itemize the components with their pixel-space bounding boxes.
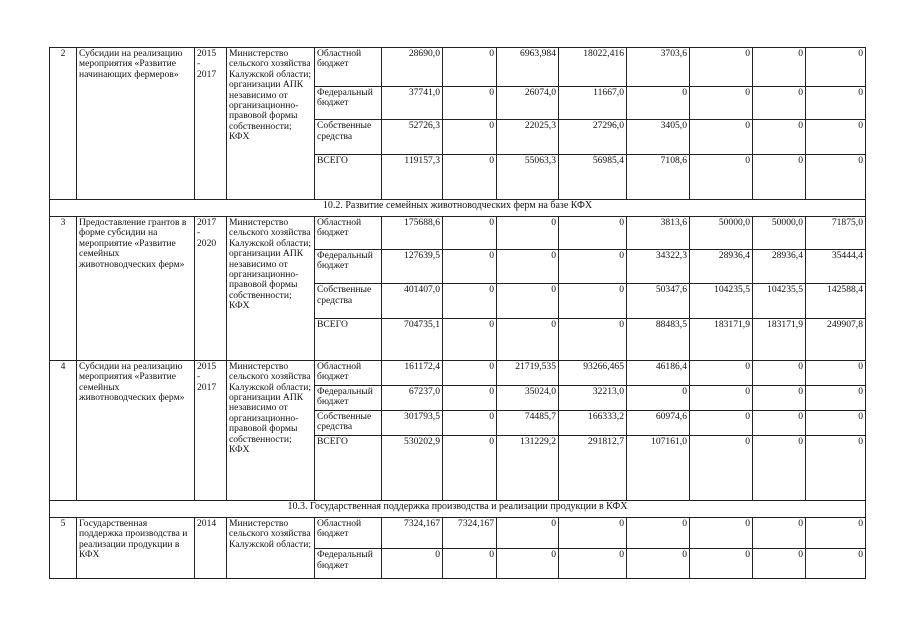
funding-source: ВСЕГО bbox=[315, 318, 382, 360]
value-cell: 142588,4 bbox=[806, 284, 866, 319]
value-cell: 0 bbox=[497, 517, 559, 549]
value-cell: 0 bbox=[443, 217, 497, 250]
value-cell: 183171,9 bbox=[690, 318, 753, 360]
value-cell: 0 bbox=[753, 360, 806, 385]
value-cell: 0 bbox=[627, 549, 690, 579]
value-cell: 0 bbox=[690, 48, 753, 87]
value-cell: 28690,0 bbox=[382, 48, 443, 87]
value-cell: 0 bbox=[690, 549, 753, 579]
funding-source: Областной бюджет bbox=[315, 48, 382, 87]
value-cell: 166333,2 bbox=[559, 411, 627, 436]
value-cell: 161172,4 bbox=[382, 360, 443, 385]
year-line: - bbox=[197, 227, 201, 239]
funding-source: Областной бюджет bbox=[315, 217, 382, 250]
value-cell: 26074,0 bbox=[497, 86, 559, 120]
value-cell: 6963,984 bbox=[497, 48, 559, 87]
program-number: 5 bbox=[50, 517, 77, 578]
table-row bbox=[50, 360, 866, 385]
value-cell: 0 bbox=[753, 385, 806, 410]
value-cell: 0 bbox=[690, 517, 753, 549]
value-cell: 46186,4 bbox=[627, 360, 690, 385]
value-cell: 0 bbox=[443, 549, 497, 579]
value-cell: 0 bbox=[443, 318, 497, 360]
value-cell: 93266,465 bbox=[559, 360, 627, 385]
value-cell: 0 bbox=[806, 48, 866, 87]
program-name: Субсидии на реализацию мероприятия «Развитие начинающих фермеров» bbox=[77, 48, 195, 200]
year-line: 2020 bbox=[197, 237, 217, 249]
value-cell: 0 bbox=[753, 86, 806, 120]
value-cell: 0 bbox=[497, 549, 559, 579]
value-cell: 34322,3 bbox=[627, 249, 690, 284]
value-cell: 0 bbox=[806, 549, 866, 579]
value-cell: 131229,2 bbox=[497, 436, 559, 501]
program-years bbox=[195, 360, 227, 500]
value-cell: 32213,0 bbox=[559, 385, 627, 410]
value-cell: 35024,0 bbox=[497, 385, 559, 410]
value-cell: 71875,0 bbox=[806, 217, 866, 250]
value-cell: 88483,5 bbox=[627, 318, 690, 360]
value-cell: 119157,3 bbox=[382, 155, 443, 200]
program-name: Государственная поддержка производства и реализации продукции в КФХ bbox=[77, 517, 195, 578]
value-cell: 0 bbox=[806, 86, 866, 120]
value-cell: 0 bbox=[443, 249, 497, 284]
value-cell: 0 bbox=[559, 217, 627, 250]
year-line: 2015 bbox=[197, 360, 217, 372]
value-cell: 0 bbox=[753, 48, 806, 87]
value-cell: 249907,8 bbox=[806, 318, 866, 360]
value-cell: 18022,416 bbox=[559, 48, 627, 87]
value-cell: 0 bbox=[806, 436, 866, 501]
value-cell: 0 bbox=[443, 284, 497, 319]
funding-source: Собственные средства bbox=[315, 411, 382, 436]
value-cell: 0 bbox=[690, 86, 753, 120]
value-cell: 0 bbox=[806, 360, 866, 385]
value-cell: 127639,5 bbox=[382, 249, 443, 284]
budget-table bbox=[49, 47, 866, 579]
table-row bbox=[50, 217, 866, 250]
funding-source: Федеральный бюджет bbox=[315, 549, 382, 579]
section-title: 10.3. Государственная поддержка производства и реализации продукции в КФХ bbox=[50, 501, 866, 518]
value-cell: 0 bbox=[806, 517, 866, 549]
value-cell: 104235,5 bbox=[690, 284, 753, 319]
value-cell: 0 bbox=[559, 249, 627, 284]
value-cell: 74485,7 bbox=[497, 411, 559, 436]
table-row bbox=[50, 517, 866, 549]
year-line: 2014 bbox=[197, 517, 217, 529]
year-line: 2015 bbox=[197, 48, 217, 59]
value-cell: 7324,167 bbox=[382, 517, 443, 549]
value-cell: 0 bbox=[559, 318, 627, 360]
funding-source: Собственные средства bbox=[315, 120, 382, 155]
value-cell: 291812,7 bbox=[559, 436, 627, 501]
section-row bbox=[50, 501, 866, 518]
program-executor: Министерство сельского хозяйства Калужской области; bbox=[227, 517, 315, 578]
program-years bbox=[195, 217, 227, 361]
section-title: 10.2. Развитие семейных животноводческих ферм на базе КФХ bbox=[50, 200, 866, 217]
program-years bbox=[195, 517, 227, 578]
value-cell: 0 bbox=[559, 517, 627, 549]
value-cell: 50000,0 bbox=[690, 217, 753, 250]
funding-source: ВСЕГО bbox=[315, 155, 382, 200]
value-cell: 37741,0 bbox=[382, 86, 443, 120]
value-cell: 0 bbox=[559, 284, 627, 319]
program-number: 4 bbox=[50, 360, 77, 500]
value-cell: 0 bbox=[443, 385, 497, 410]
year-line: 2017 bbox=[197, 381, 217, 393]
value-cell: 704735,1 bbox=[382, 318, 443, 360]
value-cell: 0 bbox=[443, 86, 497, 120]
year-line: 2017 bbox=[197, 68, 217, 80]
value-cell: 0 bbox=[443, 48, 497, 87]
value-cell: 530202,9 bbox=[382, 436, 443, 501]
program-number: 2 bbox=[50, 48, 77, 200]
table-row bbox=[50, 48, 866, 87]
value-cell: 11667,0 bbox=[559, 86, 627, 120]
value-cell: 50000,0 bbox=[753, 217, 806, 250]
value-cell: 183171,9 bbox=[753, 318, 806, 360]
value-cell: 28936,4 bbox=[753, 249, 806, 284]
value-cell: 0 bbox=[443, 436, 497, 501]
value-cell: 3813,6 bbox=[627, 217, 690, 250]
value-cell: 0 bbox=[443, 155, 497, 200]
value-cell: 35444,4 bbox=[806, 249, 866, 284]
funding-source: Федеральный бюджет bbox=[315, 86, 382, 120]
value-cell: 0 bbox=[497, 284, 559, 319]
value-cell: 27296,0 bbox=[559, 120, 627, 155]
funding-source: Областной бюджет bbox=[315, 517, 382, 549]
year-line: 2017 bbox=[197, 217, 217, 229]
value-cell: 3405,0 bbox=[627, 120, 690, 155]
value-cell: 0 bbox=[690, 385, 753, 410]
value-cell: 0 bbox=[806, 155, 866, 200]
value-cell: 0 bbox=[753, 411, 806, 436]
program-number: 3 bbox=[50, 217, 77, 361]
program-name: Предоставление грантов в форме субсидии на мероприятие «Развитие семейных животноводческих ферм» bbox=[77, 217, 195, 361]
value-cell: 22025,3 bbox=[497, 120, 559, 155]
section-row bbox=[50, 200, 866, 217]
value-cell: 0 bbox=[690, 436, 753, 501]
value-cell: 0 bbox=[443, 411, 497, 436]
value-cell: 0 bbox=[753, 120, 806, 155]
value-cell: 0 bbox=[753, 549, 806, 579]
value-cell: 67237,0 bbox=[382, 385, 443, 410]
program-executor: Министерство сельского хозяйства Калужской области; организации АПК независимо от организационно-правовой формы собственности; КФХ bbox=[227, 48, 315, 200]
value-cell: 104235,5 bbox=[753, 284, 806, 319]
value-cell: 301793,5 bbox=[382, 411, 443, 436]
year-line: - bbox=[197, 58, 201, 70]
value-cell: 0 bbox=[753, 155, 806, 200]
value-cell: 0 bbox=[627, 86, 690, 120]
value-cell: 55063,3 bbox=[497, 155, 559, 200]
value-cell: 107161,0 bbox=[627, 436, 690, 501]
value-cell: 0 bbox=[497, 249, 559, 284]
funding-source: Федеральный бюджет bbox=[315, 249, 382, 284]
program-name: Субсидии на реализацию мероприятия «Развитие семейных животноводческих ферм» bbox=[77, 360, 195, 500]
value-cell: 0 bbox=[806, 120, 866, 155]
value-cell: 0 bbox=[627, 385, 690, 410]
value-cell: 0 bbox=[443, 120, 497, 155]
value-cell: 21719,535 bbox=[497, 360, 559, 385]
value-cell: 0 bbox=[753, 517, 806, 549]
value-cell: 0 bbox=[443, 360, 497, 385]
table-body bbox=[50, 48, 866, 579]
value-cell: 52726,3 bbox=[382, 120, 443, 155]
value-cell: 0 bbox=[753, 436, 806, 501]
value-cell: 0 bbox=[690, 155, 753, 200]
value-cell: 0 bbox=[690, 411, 753, 436]
funding-source: ВСЕГО bbox=[315, 436, 382, 501]
value-cell: 28936,4 bbox=[690, 249, 753, 284]
value-cell: 0 bbox=[382, 549, 443, 579]
value-cell: 0 bbox=[690, 360, 753, 385]
funding-source: Областной бюджет bbox=[315, 360, 382, 385]
value-cell: 7108,6 bbox=[627, 155, 690, 200]
value-cell: 175688,6 bbox=[382, 217, 443, 250]
value-cell: 3703,6 bbox=[627, 48, 690, 87]
funding-source: Собственные средства bbox=[315, 284, 382, 319]
value-cell: 0 bbox=[806, 385, 866, 410]
value-cell: 56985,4 bbox=[559, 155, 627, 200]
value-cell: 0 bbox=[806, 411, 866, 436]
program-executor: Министерство сельского хозяйства Калужской области; организации АПК независимо от организационно-правовой формы собственности; КФХ bbox=[227, 217, 315, 361]
value-cell: 0 bbox=[497, 318, 559, 360]
program-executor: Министерство сельского хозяйства Калужской области; организации АПК независимо от организационно-правовой формы собственности; КФХ bbox=[227, 360, 315, 500]
value-cell: 7324,167 bbox=[443, 517, 497, 549]
value-cell: 60974,6 bbox=[627, 411, 690, 436]
value-cell: 0 bbox=[690, 120, 753, 155]
funding-source: Федеральный бюджет bbox=[315, 385, 382, 410]
value-cell: 0 bbox=[559, 549, 627, 579]
value-cell: 0 bbox=[627, 517, 690, 549]
value-cell: 50347,6 bbox=[627, 284, 690, 319]
value-cell: 0 bbox=[497, 217, 559, 250]
program-years bbox=[195, 48, 227, 200]
year-line: - bbox=[197, 371, 201, 383]
value-cell: 401407,0 bbox=[382, 284, 443, 319]
